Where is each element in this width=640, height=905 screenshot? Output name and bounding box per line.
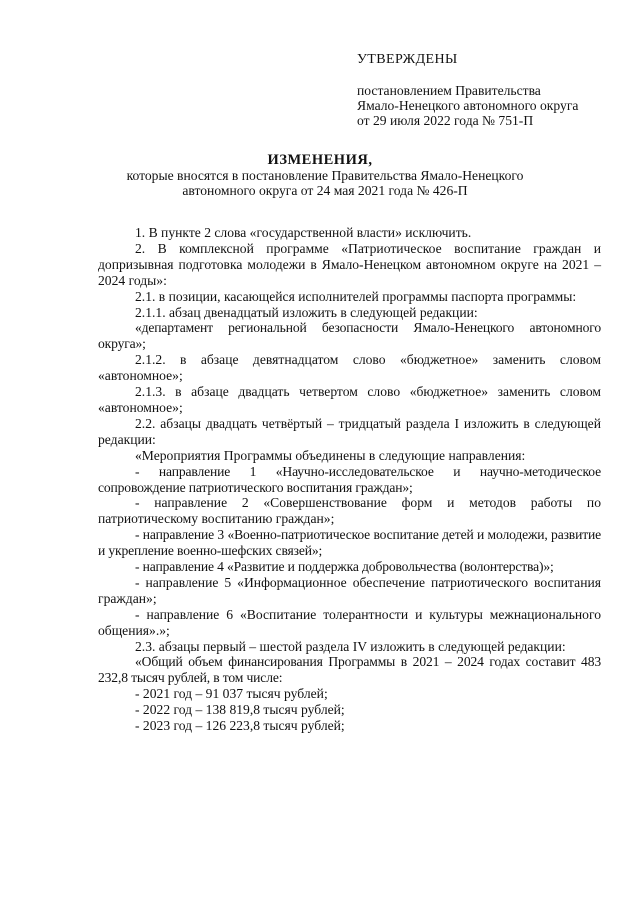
paragraph: 2.1.3. в абзаце двадцать четвертом слово «бюджетное» заменить словом «автономное»; — [98, 384, 601, 415]
paragraph: «департамент региональной безопасности Ямало-Ненецкого автономного округа»; — [98, 320, 601, 352]
paragraph: - 2023 год – 126 223,8 тысяч рублей; — [135, 718, 345, 734]
approval-block — [357, 83, 578, 128]
paragraph: 2.2. абзацы двадцать четвёртый – тридцатый раздела I изложить в следующей редакции: — [98, 415, 601, 447]
paragraph: 2.1.2. в абзаце девятнадцатом слово «бюджетное» заменить словом «автономное»; — [98, 352, 601, 384]
paragraph: «Общий объем финансирования Программы в 2021 – 2024 годах составит 483 232,8 тысяч рублей, в том числе: — [98, 654, 601, 686]
paragraph: - 2022 год – 138 819,8 тысяч рублей; — [135, 702, 345, 718]
paragraph: - направление 5 «Информационное обеспечение патриотического воспитания граждан»; — [98, 574, 601, 606]
paragraph: 2. В комплексной программе «Патриотическое воспитание граждан и допризывная подготовка молодежи в Ямало-Ненецком автономном округе на 2021 – 2024 годы»: — [98, 240, 601, 288]
paragraph: 1. В пункте 2 слова «государственной власти» исключить. — [135, 225, 472, 240]
subtitle-line: автономного округа от 24 мая 2021 года № 426-П — [182, 183, 468, 198]
approval-line: постановлением Правительства — [357, 83, 541, 98]
approval-line: от 29 июля 2022 года № 751-П — [357, 113, 534, 128]
paragraph: - направление 6 «Воспитание толерантности и культуры межнационального общения».»; — [98, 606, 601, 638]
paragraph: 2.1. в позиции, касающейся исполнителей программы паспорта программы: — [135, 288, 577, 304]
paragraph: 2.1.1. абзац двенадцатый изложить в следующей редакции: — [135, 304, 478, 320]
paragraph: «Мероприятия Программы объединены в следующие направления: — [135, 447, 526, 463]
approval-heading: УТВЕРЖДЕНЫ — [357, 52, 458, 67]
subtitle-line: которые вносятся в постановление Правительства Ямало-Ненецкого — [126, 168, 524, 183]
paragraph: - направление 4 «Развитие и поддержка добровольчества (волонтерства)»; — [135, 559, 554, 575]
document-subtitle — [100, 168, 550, 198]
paragraph: - 2021 год – 91 037 тысяч рублей; — [135, 686, 328, 702]
paragraph: 2.3. абзацы первый – шестой раздела IV изложить в следующей редакции: — [135, 638, 566, 654]
paragraph: - направление 1 «Научно-исследовательское и научно-методическое сопровождение патриотического воспитания граждан»; — [98, 463, 601, 495]
approval-line: Ямало-Ненецкого автономного округа — [357, 98, 579, 113]
paragraph: - направление 2 «Совершенствование форм и методов работы по патриотическому воспитанию граждан»; — [98, 495, 601, 527]
paragraph: - направление 3 «Военно-патриотическое воспитание детей и молодежи, развитие и укрепление военно-шефских связей»; — [98, 527, 601, 559]
document-title: ИЗМЕНЕНИЯ, — [267, 152, 373, 168]
document-body — [98, 225, 601, 734]
